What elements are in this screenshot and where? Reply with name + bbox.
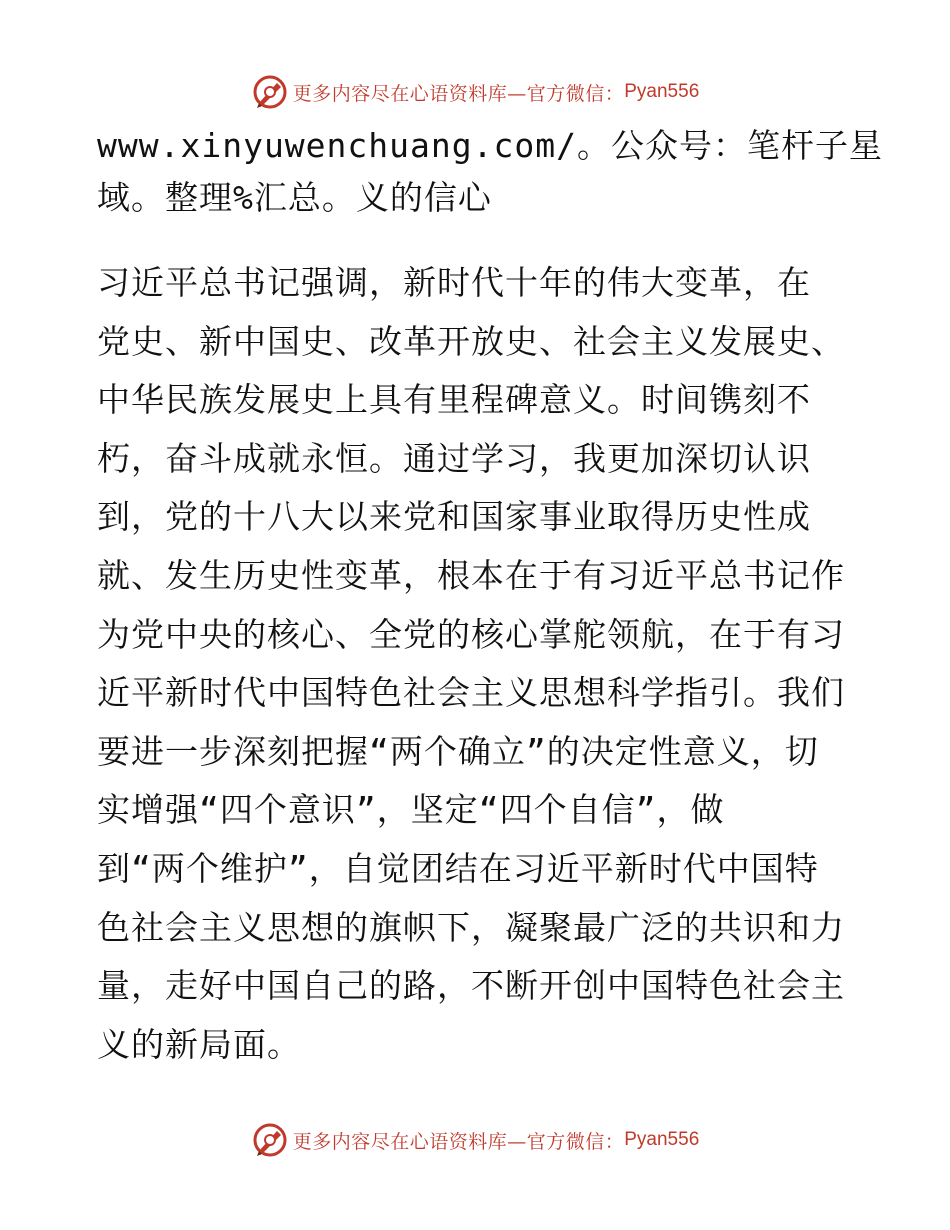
text-line: 朽，奋斗成就永恒。通过学习，我更加深切认识 (97, 438, 811, 478)
footer-banner (0, 1118, 950, 1162)
paragraph-1 (97, 120, 883, 224)
red-pen-logo-icon (251, 73, 289, 111)
text-line: 党史、新中国史、改革开放史、社会主义发展史、 (97, 321, 845, 361)
text-line: www.xinyuwenchuang.com/。公众号：笔杆子星 (97, 126, 883, 165)
text-line: 量，走好中国自己的路，不断开创中国特色社会主 (97, 966, 845, 1006)
text-line: 中华民族发展史上具有里程碑意义。时间镌刻不 (97, 380, 811, 420)
text-line: 为党中央的核心、全党的核心掌舵领航，在于有习 (97, 614, 845, 654)
document-body (97, 120, 883, 1074)
banner-wechat-id: Pyan556 (624, 81, 700, 102)
text-line: 就、发生历史性变革，根本在于有习近平总书记作 (97, 555, 845, 595)
text-line: 到“两个维护”，自觉团结在习近平新时代中国特 (97, 848, 819, 888)
text-line: 色社会主义思想的旗帜下，凝聚最广泛的共识和力 (97, 907, 845, 947)
red-pen-logo-icon (251, 1121, 289, 1159)
header-banner (0, 70, 950, 114)
text-line: 义的新局面。 (97, 1024, 301, 1064)
text-line: 习近平总书记强调，新时代十年的伟大变革，在 (97, 263, 811, 302)
text-line: 到，党的十八大以来党和国家事业取得历史性成 (97, 497, 811, 537)
banner-text: 更多内容尽在心语资料库—官方微信： (292, 82, 625, 105)
text-line: 要进一步深刻把握“两个确立”的决定性意义，切 (97, 731, 819, 771)
text-line: 域。整理%汇总。义的信心 (97, 178, 492, 217)
text-line: 近平新时代中国特色社会主义思想科学指引。我们 (97, 673, 845, 713)
banner-text: 更多内容尽在心语资料库—官方微信： (292, 1130, 625, 1153)
paragraph-2 (97, 254, 857, 1074)
banner-wechat-id: Pyan556 (624, 1129, 700, 1150)
text-line: 实增强“四个意识”，坚定“四个自信”，做 (97, 790, 725, 830)
